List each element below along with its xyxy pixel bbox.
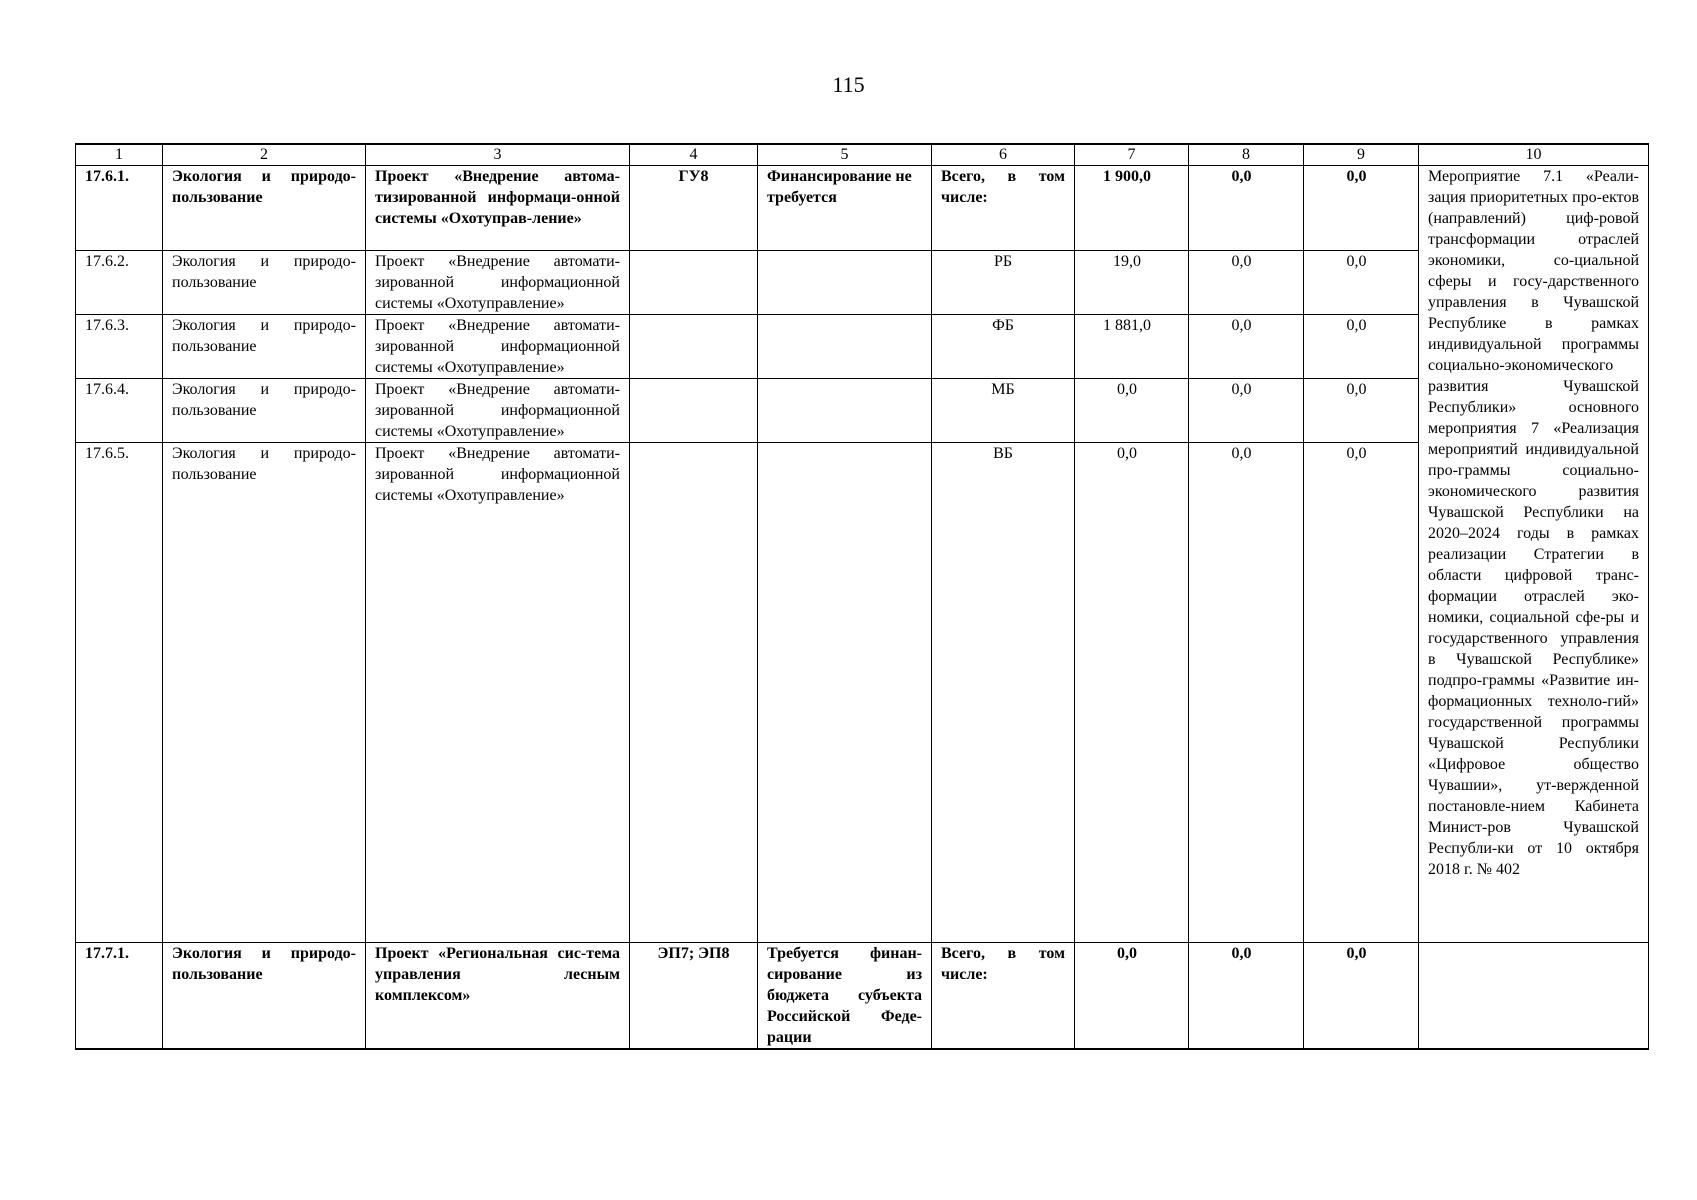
code-cell: ЭП7; ЭП8 — [630, 943, 758, 1050]
source-cell: Всего, в том числе: — [932, 943, 1075, 1050]
col-header-7: 7 — [1075, 144, 1189, 166]
code-cell — [630, 315, 758, 379]
value-col7: 1 881,0 — [1075, 315, 1189, 379]
col-header-9: 9 — [1304, 144, 1419, 166]
row-number: 17.6.3. — [76, 315, 163, 379]
row-number: 17.6.1. — [76, 166, 163, 251]
value-col7: 0,0 — [1075, 379, 1189, 443]
value-col8: 0,0 — [1189, 443, 1304, 943]
value-col8: 0,0 — [1189, 379, 1304, 443]
table-row — [76, 443, 1649, 943]
value-col8: 0,0 — [1189, 166, 1304, 251]
value-col7: 0,0 — [1075, 943, 1189, 1050]
code-cell: ГУ8 — [630, 166, 758, 251]
area-cell: Экология и природо-пользование — [163, 443, 366, 943]
financing-cell — [758, 443, 932, 943]
table-row — [76, 379, 1649, 443]
value-col9: 0,0 — [1304, 251, 1419, 315]
value-col9: 0,0 — [1304, 443, 1419, 943]
row-number: 17.6.2. — [76, 251, 163, 315]
project-cell: Проект «Внедрение автома-тизированной информаци-онной системы «Охотуправ-ление» — [366, 166, 630, 251]
project-cell: Проект «Внедрение автомати-зированной информационной системы «Охотуправление» — [366, 379, 630, 443]
source-cell: ФБ — [932, 315, 1075, 379]
col-header-8: 8 — [1189, 144, 1304, 166]
source-cell: МБ — [932, 379, 1075, 443]
value-col8: 0,0 — [1189, 315, 1304, 379]
measure-description: Мероприятие 7.1 «Реали-зация приоритетных про-ектов (направлений) циф-ровой трансформации отраслей экономики, со-циальной сферы и госу-дарственного управления в Чувашской Республике в рамках индивидуальной программы социально-экономического развития Чувашской Республики» основного мероприятия 7 «Реализация мероприятий индивидуальной про-граммы социально-экономического развития Чувашской Республики на 2020–2024 годы в рамках реализации Стратегии в области цифровой транс-формации отраслей эко-номики, социальной сфе-ры и государственного управления в Чувашской Республике» подпро-граммы «Развитие ин-формационных техноло-гий» государственной программы Чувашской Республики «Цифровое общество Чувашии», ут-вержденной постановле-нием Кабинета Минист-ров Чувашской Республи-ки от 10 октября 2018 г. № 402 — [1419, 166, 1649, 943]
area-cell: Экология и природо-пользование — [163, 251, 366, 315]
financing-cell: Требуется финан-сирование из бюджета субъекта Российской Феде-рации — [758, 943, 932, 1050]
row-number: 17.6.4. — [76, 379, 163, 443]
financing-cell — [758, 379, 932, 443]
area-cell: Экология и природо-пользование — [163, 315, 366, 379]
financing-cell — [758, 315, 932, 379]
value-col9: 0,0 — [1304, 943, 1419, 1050]
financing-cell — [758, 251, 932, 315]
area-cell: Экология и природо-пользование — [163, 379, 366, 443]
row-number: 17.7.1. — [76, 943, 163, 1050]
col-header-2: 2 — [163, 144, 366, 166]
row-number: 17.6.5. — [76, 443, 163, 943]
page-number: 115 — [832, 72, 865, 97]
table-row — [76, 166, 1649, 251]
col-header-3: 3 — [366, 144, 630, 166]
project-cell: Проект «Региональная сис-тема управления лесным комплексом» — [366, 943, 630, 1050]
source-cell: Всего, в том числе: — [932, 166, 1075, 251]
value-col7: 1 900,0 — [1075, 166, 1189, 251]
value-col9: 0,0 — [1304, 379, 1419, 443]
value-col7: 19,0 — [1075, 251, 1189, 315]
financing-cell: Финансирование не требуется — [758, 166, 932, 251]
col-header-1: 1 — [76, 144, 163, 166]
source-cell: РБ — [932, 251, 1075, 315]
project-cell: Проект «Внедрение автомати-зированной информационной системы «Охотуправление» — [366, 251, 630, 315]
value-col8: 0,0 — [1189, 943, 1304, 1050]
col-header-10: 10 — [1419, 144, 1649, 166]
table-row — [76, 943, 1649, 1050]
col-header-4: 4 — [630, 144, 758, 166]
value-col9: 0,0 — [1304, 166, 1419, 251]
area-cell: Экология и природо-пользование — [163, 943, 366, 1050]
code-cell — [630, 251, 758, 315]
col-header-5: 5 — [758, 144, 932, 166]
area-cell: Экология и природо-пользование — [163, 166, 366, 251]
project-cell: Проект «Внедрение автомати-зированной информационной системы «Охотуправление» — [366, 443, 630, 943]
table-row — [76, 251, 1649, 315]
value-col9: 0,0 — [1304, 315, 1419, 379]
code-cell — [630, 443, 758, 943]
value-col8: 0,0 — [1189, 251, 1304, 315]
project-cell: Проект «Внедрение автомати-зированной информационной системы «Охотуправление» — [366, 315, 630, 379]
col-header-6: 6 — [932, 144, 1075, 166]
program-table — [75, 143, 1649, 1050]
column-number-row — [76, 144, 1649, 166]
table-row — [76, 315, 1649, 379]
value-col7: 0,0 — [1075, 443, 1189, 943]
source-cell: ВБ — [932, 443, 1075, 943]
measure-description-empty — [1419, 943, 1649, 1050]
code-cell — [630, 379, 758, 443]
